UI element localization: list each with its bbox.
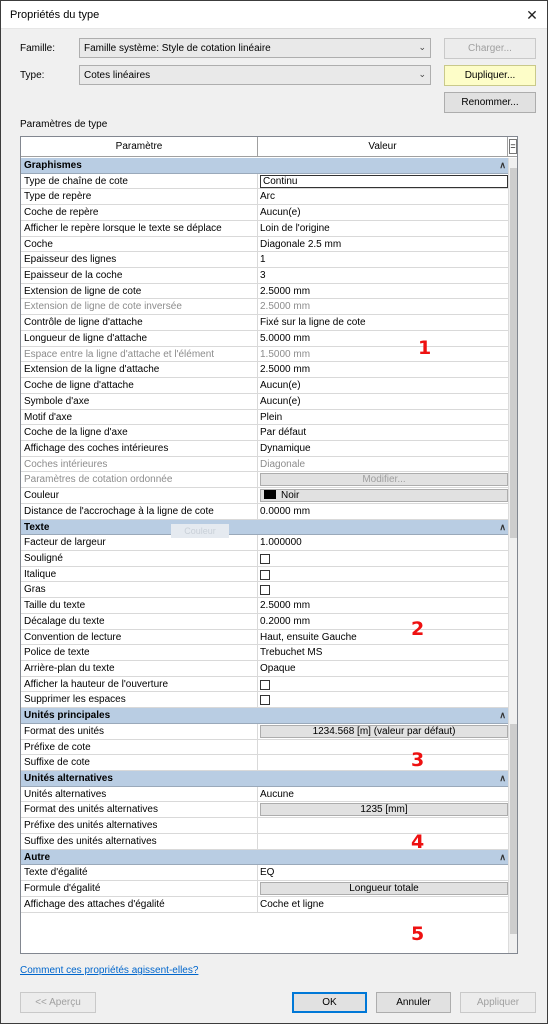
famille-value: Famille système: Style de cotation linéaire [84, 43, 271, 54]
property-row[interactable] [21, 174, 508, 190]
property-value[interactable] [258, 818, 508, 833]
property-value-button[interactable]: 1234.568 [m] (valeur par défaut) [260, 725, 508, 738]
property-name: Coche de repère [21, 205, 258, 220]
property-value[interactable] [258, 834, 508, 849]
property-name: Préfixe des unités alternatives [21, 818, 258, 833]
property-row[interactable] [21, 834, 508, 850]
property-value[interactable]: 2.5000 mm [260, 285, 311, 297]
property-value[interactable]: Opaque [260, 663, 296, 674]
property-name: Suffixe des unités alternatives [21, 834, 258, 849]
property-row[interactable] [21, 378, 508, 394]
collapse-icon[interactable]: ∧ [499, 160, 504, 170]
property-name: Convention de lecture [21, 630, 258, 645]
annuler-button[interactable]: Annuler [376, 992, 451, 1013]
property-row[interactable] [21, 457, 508, 473]
property-row[interactable] [21, 504, 508, 520]
annotation-number: 5 [411, 923, 425, 945]
ghost-tooltip: Couleur [171, 524, 229, 538]
property-row[interactable] [21, 724, 508, 740]
property-name: Facteur de largeur [21, 535, 258, 550]
property-row[interactable] [21, 630, 508, 646]
property-name: Couleur [21, 488, 258, 503]
property-value[interactable] [258, 740, 508, 755]
property-value[interactable]: 2.5000 mm [260, 301, 311, 313]
property-row[interactable] [21, 410, 508, 426]
grid-caption: Paramètres de type [20, 119, 108, 130]
property-row[interactable] [21, 598, 508, 614]
property-name: Taille du texte [21, 598, 258, 613]
property-row[interactable] [21, 394, 508, 410]
property-name: Format des unités [21, 724, 258, 739]
property-row[interactable] [21, 425, 508, 441]
property-row[interactable] [21, 205, 508, 221]
property-name: Décalage du texte [21, 614, 258, 629]
property-value[interactable]: Aucun(e) [260, 207, 301, 219]
property-row[interactable] [21, 755, 508, 771]
property-row[interactable] [21, 268, 508, 284]
column-header-formula[interactable]: = [509, 139, 517, 154]
property-row[interactable] [21, 331, 508, 347]
property-checkbox-cell[interactable] [258, 567, 508, 582]
property-value[interactable]: Haut, ensuite Gauche [260, 631, 357, 643]
property-name: Supprimer les espaces [21, 692, 258, 707]
property-row[interactable] [21, 567, 508, 583]
property-row[interactable] [21, 551, 508, 567]
property-row[interactable] [21, 677, 508, 693]
property-value[interactable]: Loin de l'origine [260, 222, 330, 234]
property-row[interactable] [21, 661, 508, 677]
property-value[interactable]: 1.5000 mm [260, 348, 311, 360]
annotation-number: 2 [411, 618, 425, 640]
property-name: Extension de la ligne d'attache [21, 362, 258, 377]
property-checkbox[interactable] [260, 570, 270, 580]
scrollbar-thumb[interactable] [510, 724, 517, 934]
property-value-cell[interactable] [258, 472, 508, 487]
charger-button[interactable]: Charger... [444, 38, 536, 59]
property-grid[interactable] [20, 136, 518, 954]
property-row[interactable] [21, 441, 508, 457]
property-name: Unités alternatives [21, 787, 258, 802]
collapse-icon[interactable]: ∧ [499, 851, 504, 862]
property-row[interactable] [21, 299, 508, 315]
property-value[interactable]: Arc [260, 191, 275, 203]
property-row[interactable] [21, 237, 508, 253]
color-swatch [264, 490, 276, 499]
property-name: Espace entre la ligne d'attache et l'élément [21, 347, 258, 362]
section-header-graphismes[interactable] [21, 158, 508, 174]
property-value[interactable]: Aucun(e) [260, 395, 301, 407]
column-header-parametre[interactable]: Paramètre [21, 137, 258, 157]
property-name: Contrôle de ligne d'attache [21, 315, 258, 330]
section-title: Unités principales [24, 710, 111, 722]
scrollbar-thumb[interactable] [510, 168, 517, 538]
property-name: Préfixe de cote [21, 740, 258, 755]
property-name: Longueur de ligne d'attache [21, 331, 258, 346]
property-name: Afficher la hauteur de l'ouverture [21, 677, 258, 692]
property-value-cell[interactable] [258, 724, 508, 739]
chevron-down-icon: ⌄ [418, 69, 426, 79]
column-header-valeur[interactable]: Valeur [258, 137, 508, 157]
property-name: Type de chaîne de cote [21, 174, 258, 189]
type-dropdown[interactable] [79, 65, 431, 85]
famille-dropdown[interactable] [79, 38, 431, 58]
property-checkbox-cell[interactable] [258, 677, 508, 692]
property-row[interactable] [21, 865, 508, 881]
collapse-icon[interactable]: ∧ [499, 773, 504, 784]
type-value: Cotes linéaires [84, 70, 151, 81]
property-name: Souligné [21, 551, 258, 566]
annotation-number: 1 [418, 337, 432, 359]
vertical-scrollbar[interactable] [508, 158, 517, 954]
property-value-cell[interactable] [258, 174, 508, 189]
property-value[interactable]: Diagonale [260, 458, 306, 470]
property-row[interactable] [21, 787, 508, 803]
close-icon[interactable]: ✕ [526, 7, 538, 23]
property-name: Distance de l'accrochage à la ligne de cote [21, 504, 258, 519]
property-name: Extension de ligne de cote inversée [21, 299, 258, 314]
property-name: Coche de ligne d'attache [21, 378, 258, 393]
color-picker-button[interactable] [260, 489, 508, 502]
property-row[interactable] [21, 189, 508, 205]
property-name: Epaisseur de la coche [21, 268, 258, 283]
renommer-button[interactable]: Renommer... [444, 92, 536, 113]
section-header-unites-alternatives[interactable] [21, 771, 508, 787]
property-name: Affichage des attaches d'égalité [21, 897, 258, 912]
section-title: Texte [24, 521, 50, 533]
property-name: Format des unités alternatives [21, 802, 258, 817]
chevron-down-icon: ⌄ [418, 42, 426, 52]
property-row[interactable] [21, 614, 508, 630]
grid-rows [21, 158, 508, 913]
property-name: Texte d'égalité [21, 865, 258, 880]
property-value[interactable]: 5.0000 mm [260, 332, 311, 344]
property-row[interactable] [21, 645, 508, 661]
property-value[interactable]: Aucun(e) [260, 380, 301, 392]
property-row[interactable] [21, 472, 508, 488]
property-checkbox-cell[interactable] [258, 551, 508, 566]
property-value[interactable]: Plein [260, 411, 283, 423]
help-link[interactable]: Comment ces propriétés agissent-elles? [20, 965, 199, 976]
ok-button[interactable]: OK [292, 992, 367, 1013]
section-header-unites-principales[interactable] [21, 708, 508, 724]
collapse-icon[interactable]: ∧ [499, 521, 504, 532]
section-header-autre[interactable] [21, 850, 508, 866]
property-row[interactable] [21, 347, 508, 363]
property-value[interactable]: Diagonale 2.5 mm [260, 238, 342, 250]
property-row[interactable] [21, 881, 508, 897]
property-row[interactable] [21, 535, 508, 551]
property-value[interactable]: Coche et ligne [260, 898, 324, 910]
property-name: Symbole d'axe [21, 394, 258, 409]
property-value-button[interactable]: Longueur totale [260, 882, 508, 895]
property-value[interactable]: 1 [260, 254, 266, 266]
property-name: Affichage des coches intérieures [21, 441, 258, 456]
property-value-cell[interactable] [258, 488, 508, 503]
property-row[interactable] [21, 362, 508, 378]
property-value[interactable]: 0.2000 mm [260, 615, 311, 627]
property-value[interactable]: Par défaut [260, 427, 307, 439]
famille-label: Famille: [20, 43, 56, 54]
property-row[interactable] [21, 315, 508, 331]
property-row[interactable] [21, 802, 508, 818]
collapse-icon[interactable]: ∧ [499, 710, 504, 721]
property-name: Formule d'égalité [21, 881, 258, 896]
property-checkbox[interactable] [260, 695, 270, 705]
grid-header [21, 137, 517, 157]
property-value[interactable]: 3 [260, 270, 266, 282]
property-name: Paramètres de cotation ordonnée [21, 472, 258, 487]
property-value[interactable]: Dynamique [260, 442, 311, 454]
property-row[interactable] [21, 284, 508, 300]
property-row[interactable] [21, 740, 508, 756]
property-name: Police de texte [21, 645, 258, 660]
section-header-texte[interactable] [21, 520, 508, 536]
section-title: Unités alternatives [24, 773, 113, 785]
color-name: Noir [281, 490, 300, 502]
property-value[interactable]: EQ [260, 867, 275, 879]
property-value[interactable]: 1.000000 [260, 537, 302, 549]
dupliquer-button[interactable]: Dupliquer... [444, 65, 536, 86]
property-row[interactable] [21, 692, 508, 708]
property-name: Coche [21, 237, 258, 252]
property-row[interactable] [21, 582, 508, 598]
property-checkbox[interactable] [260, 554, 270, 564]
property-name: Gras [21, 582, 258, 597]
property-value-button[interactable]: 1235 [mm] [260, 803, 508, 816]
property-name: Suffixe de cote [21, 755, 258, 770]
type-label: Type: [20, 70, 45, 81]
property-name: Extension de ligne de cote [21, 284, 258, 299]
property-row[interactable] [21, 897, 508, 913]
property-value[interactable]: Trebuchet MS [260, 647, 323, 659]
property-row[interactable] [21, 488, 508, 504]
section-title: Graphismes [24, 160, 82, 171]
property-row[interactable] [21, 252, 508, 268]
property-checkbox[interactable] [260, 680, 270, 690]
property-checkbox[interactable] [260, 585, 270, 595]
property-value-input[interactable]: Continu [260, 175, 508, 188]
property-name: Italique [21, 567, 258, 582]
property-value[interactable]: Aucune [260, 788, 294, 800]
property-name: Afficher le repère lorsque le texte se déplace [21, 221, 258, 236]
property-value-cell[interactable] [258, 802, 508, 817]
property-name: Type de repère [21, 189, 258, 204]
property-value[interactable] [258, 755, 508, 770]
property-checkbox-cell[interactable] [258, 692, 508, 707]
property-name: Motif d'axe [21, 410, 258, 425]
property-name: Arrière-plan du texte [21, 661, 258, 676]
apercu-button[interactable]: << Aperçu [20, 992, 96, 1013]
property-value-cell[interactable] [258, 881, 508, 896]
property-row[interactable] [21, 221, 508, 237]
title-bar [1, 1, 547, 29]
annotation-number: 3 [411, 749, 425, 771]
property-value[interactable]: Fixé sur la ligne de cote [260, 317, 366, 329]
property-value-button[interactable]: Modifier... [260, 473, 508, 486]
property-value[interactable]: 2.5000 mm [260, 364, 311, 376]
property-value[interactable]: 0.0000 mm [260, 505, 311, 517]
section-title: Autre [24, 851, 51, 863]
property-name: Coches intérieures [21, 457, 258, 472]
property-name: Coche de la ligne d'axe [21, 425, 258, 440]
property-checkbox-cell[interactable] [258, 582, 508, 597]
appliquer-button[interactable]: Appliquer [460, 992, 536, 1013]
dialog-title: Propriétés du type [10, 9, 100, 21]
property-row[interactable] [21, 818, 508, 834]
property-value[interactable]: 2.5000 mm [260, 600, 311, 612]
property-name: Epaisseur des lignes [21, 252, 258, 267]
annotation-number: 4 [411, 831, 425, 853]
